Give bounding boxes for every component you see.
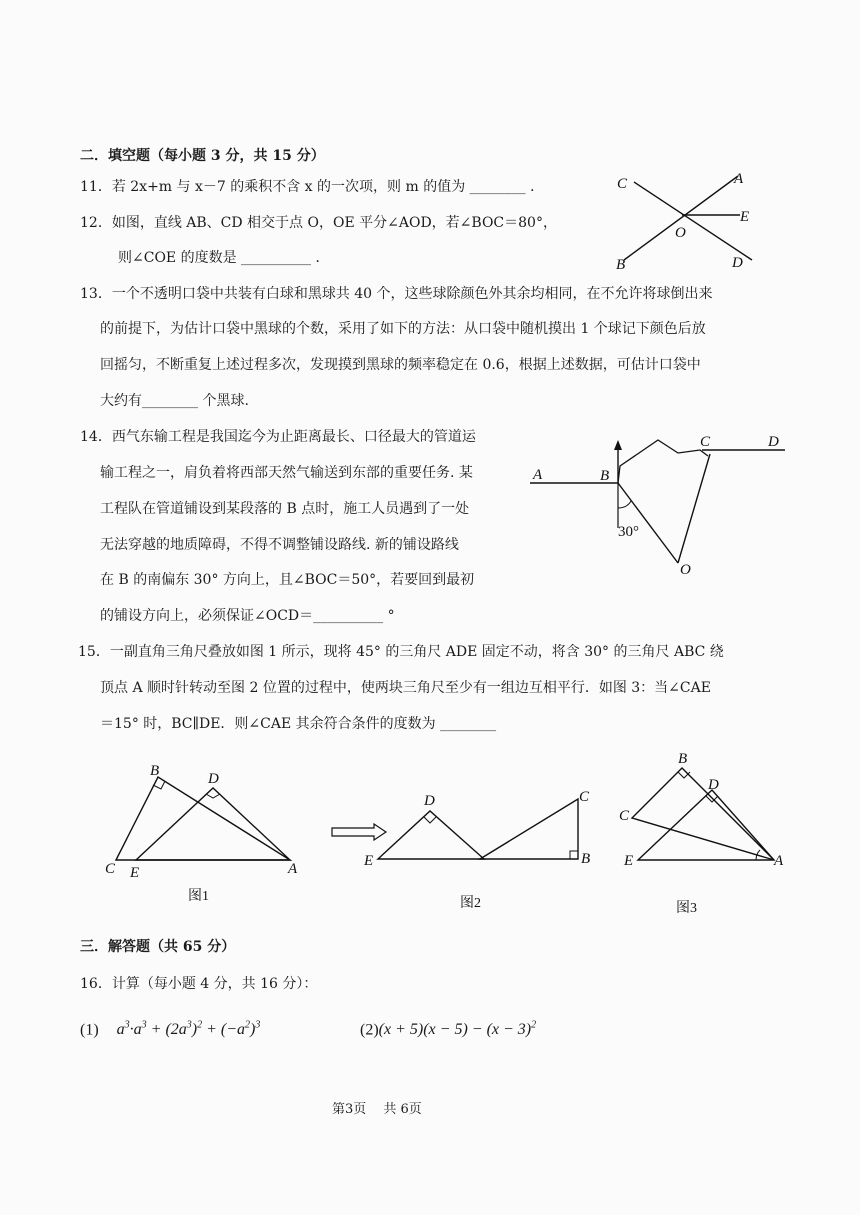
figure-3 bbox=[616, 750, 796, 920]
figure-1 bbox=[100, 765, 320, 905]
q12-label-o: O bbox=[675, 225, 686, 241]
question-14-line5: 在 B 的南偏东 30° 方向上，且∠BOC＝50°，若要回到最初 bbox=[100, 572, 475, 588]
question-12-line1: 12．如图，直线 AB、CD 相交于点 O，OE 平分∠AOD，若∠BOC＝80°， bbox=[80, 215, 557, 231]
q16-part1-label: (1) bbox=[80, 1021, 99, 1039]
q14-label-o: O bbox=[680, 562, 691, 578]
section3-title: 三．解答题（共 65 分） bbox=[80, 939, 236, 955]
question-13-line2: 的前提下，为估计口袋中黑球的个数，采用了如下的方法：从口袋中随机摸出 1 个球记下颜色后放 bbox=[100, 321, 706, 337]
section2-title: 二．填空题（每小题 3 分，共 15 分） bbox=[80, 148, 325, 164]
fig3-label-d: D bbox=[708, 777, 719, 793]
fig1-label-d: D bbox=[208, 771, 219, 787]
q16-part1-expression: $a^3\cdot a^3 + (2a^3)^2 + (-a^2)^3$ bbox=[116, 1020, 261, 1039]
question-13-line1: 13．一个不透明口袋中共装有白球和黑球共 40 个，这些球除颜色外其余均相同，在不允许将球倒出来 bbox=[80, 286, 713, 302]
question-12-line2: 则∠COE 的度数是 __________ ． bbox=[118, 250, 330, 266]
q14-label-30: 30° bbox=[618, 524, 639, 540]
q16-part2-label: (2) bbox=[360, 1021, 379, 1039]
fig2-label-b: B bbox=[581, 851, 591, 867]
figure-3-caption: 图3 bbox=[676, 901, 697, 916]
question-15-line2: 顶点 A 顺时针转动至图 2 位置的过程中，使两块三角尺至少有一组边互相平行．如图 3：当∠CAE bbox=[100, 680, 711, 696]
question-14-line1: 14．西气东输工程是我国迄今为止距离最长、口径最大的管道运 bbox=[80, 429, 476, 445]
question-14-line4: 无法穿越的地质障碍，不得不调整铺设路线. 新的铺设路线 bbox=[100, 537, 459, 553]
fig1-label-a: A bbox=[288, 861, 298, 877]
question-15-line1: 15．一副直角三角尺叠放如图 1 所示，现将 45° 的三角尺 ADE 固定不动，将含 30° 的三角尺 ABC 绕 bbox=[78, 644, 724, 660]
q12-label-c: C bbox=[617, 176, 628, 192]
q12-label-b: B bbox=[616, 257, 626, 273]
q12-label-e: E bbox=[740, 209, 750, 225]
q16-part2 bbox=[360, 1016, 536, 1040]
q14-label-a: A bbox=[533, 467, 543, 483]
question-16: 16．计算（每小题 4 分，共 16 分）： bbox=[80, 976, 318, 992]
q14-label-d: D bbox=[768, 434, 779, 450]
q12-label-d: D bbox=[732, 255, 743, 271]
question-14-line2: 输工程之一，肩负着将西部天然气输送到东部的重要任务. 某 bbox=[100, 465, 473, 481]
fig2-label-c: C bbox=[579, 789, 590, 805]
fig1-label-b: B bbox=[150, 763, 160, 779]
fig3-label-c: C bbox=[619, 808, 630, 824]
page-footer: 第3页 共 6页 bbox=[332, 1102, 422, 1117]
figure-2 bbox=[362, 785, 592, 925]
figure-1-caption: 图1 bbox=[188, 889, 209, 904]
question-11: 11．若 2x+m 与 x－7 的乘积不含 x 的一次项，则 m 的值为 ________ ． bbox=[80, 179, 545, 195]
question-13-line4: 大约有________ 个黑球. bbox=[100, 393, 249, 409]
q12-diagram bbox=[612, 165, 792, 275]
fig2-label-e: E bbox=[364, 853, 374, 869]
q12-label-a: A bbox=[734, 171, 744, 187]
question-15-line3: ＝15° 时，BC∥DE．则∠CAE 其余符合条件的度数为 ________ bbox=[100, 716, 497, 732]
figure-2-caption: 图2 bbox=[460, 896, 481, 911]
fig3-label-e: E bbox=[624, 853, 634, 869]
fig3-label-a: A bbox=[774, 853, 784, 869]
q14-label-b: B bbox=[600, 468, 610, 484]
fig2-label-d: D bbox=[424, 793, 435, 809]
q16-part1 bbox=[80, 1016, 260, 1040]
q14-label-c: C bbox=[700, 434, 711, 450]
fig3-label-b: B bbox=[678, 751, 688, 767]
question-13-line3: 回摇匀，不断重复上述过程多次，发现摸到黑球的频率稳定在 0.6，根据上述数据，可估计口袋中 bbox=[100, 357, 701, 373]
q16-part2-expression: $(x + 5)(x - 5) - (x - 3)^2$ bbox=[378, 1020, 537, 1039]
question-14-line3: 工程队在管道铺设到某段落的 B 点时，施工人员遇到了一处 bbox=[100, 501, 470, 517]
fig1-label-c: C bbox=[105, 861, 116, 877]
q14-diagram bbox=[530, 428, 805, 578]
fig1-label-e: E bbox=[130, 865, 140, 881]
question-14-line6: 的铺设方向上，必须保证∠OCD＝__________ ° bbox=[100, 608, 395, 624]
